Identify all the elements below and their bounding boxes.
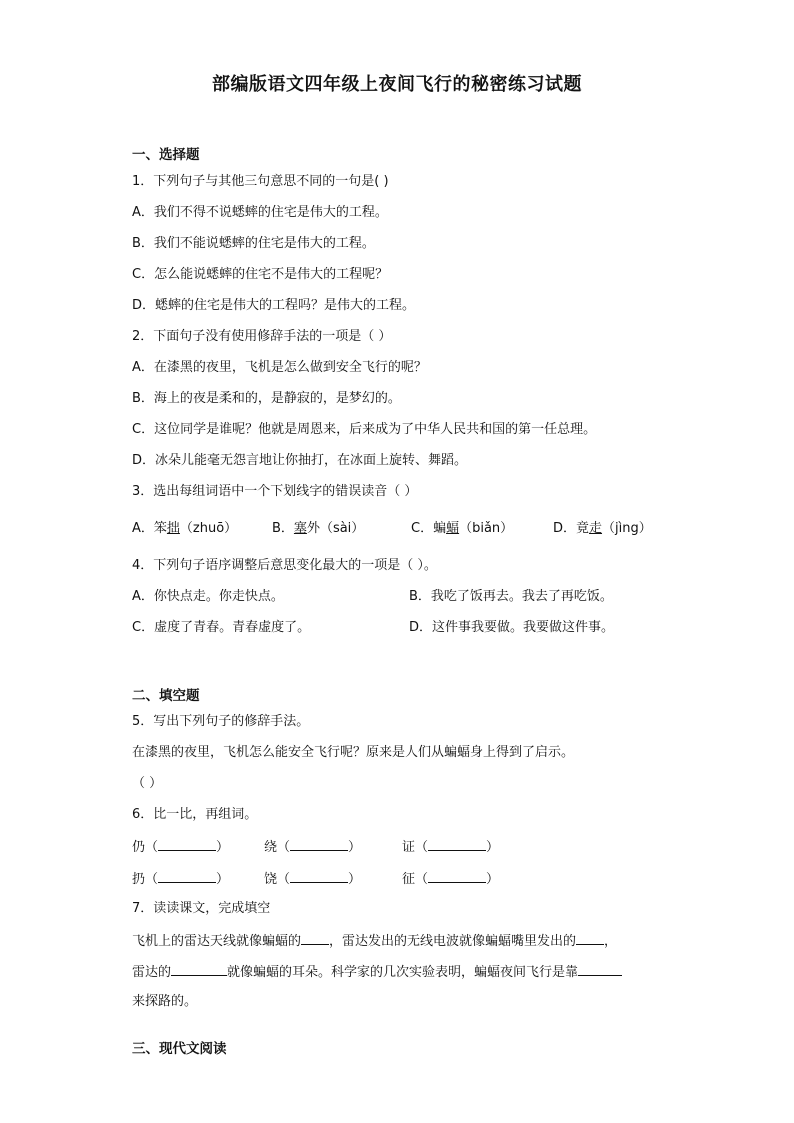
- q6-char: 证: [402, 840, 416, 855]
- question-5-sentence: 在漆黑的夜里，飞机怎么能安全飞行呢？原来是人们从蝙蝠身上得到了启示。: [132, 745, 575, 760]
- question-4-stem: 4．下列句子语序调整后意思变化最大的一项是（ ）。: [132, 558, 437, 573]
- question-2-option-c[interactable]: C．这位同学是谁呢？他就是周恩来，后来成为了中华人民共和国的第一任总理。: [132, 422, 597, 437]
- question-1-option-b[interactable]: B．我们不能说蟋蟀的住宅是伟大的工程。: [132, 236, 375, 251]
- question-2-option-d[interactable]: D．冰朵儿能毫无怨言地让你抽打，在冰面上旋转、舞蹈。: [132, 453, 468, 468]
- q6-item-1[interactable]: 仍（ ）: [132, 840, 230, 855]
- question-4-option-a[interactable]: A．你快点走。你走快点。: [132, 589, 284, 604]
- q6-item-4[interactable]: 扔（ ）: [132, 872, 230, 887]
- question-1-option-d[interactable]: D．蟋蟀的住宅是伟大的工程吗？是伟大的工程。: [132, 298, 416, 313]
- option-d-underlined: 走: [589, 521, 603, 536]
- question-3-option-a[interactable]: [132, 521, 237, 537]
- option-c-prefix: C．蝙: [411, 521, 447, 536]
- question-2-option-a[interactable]: A．在漆黑的夜里，飞机是怎么做到安全飞行的呢？: [132, 360, 427, 375]
- q6-item-2[interactable]: 绕（ ）: [264, 840, 362, 855]
- question-2-option-b[interactable]: B．海上的夜是柔和的，是静寂的，是梦幻的。: [132, 391, 401, 406]
- q6-item-5[interactable]: 饶（ ）: [264, 872, 362, 887]
- q6-char: 征: [402, 872, 416, 887]
- question-5-stem: 5．写出下列句子的修辞手法。: [132, 714, 310, 729]
- q6-blank[interactable]: [290, 870, 348, 883]
- option-c-pinyin: （biǎn）: [459, 521, 514, 536]
- question-7-stem: 7．读读课文，完成填空: [132, 901, 271, 916]
- section-heading-reading: 三、现代文阅读: [132, 1041, 227, 1057]
- option-b-prefix: B．: [272, 521, 294, 536]
- option-a-prefix: A．笨: [132, 521, 167, 536]
- q7-text: ，雷达发出的无线电波就像蝙蝠嘴里发出的: [329, 934, 577, 949]
- q6-blank[interactable]: [428, 870, 486, 883]
- question-3-stem: 3．选出每组词语中一个下划线字的错误读音（ ）: [132, 484, 418, 499]
- question-1-stem: 1．下列句子与其他三句意思不同的一句是( ): [132, 174, 389, 189]
- q6-item-6[interactable]: 征（ ）: [402, 872, 500, 887]
- section-heading-choice: 一、选择题: [132, 147, 200, 163]
- option-a-pinyin: （zhuō）: [179, 521, 238, 536]
- question-1-option-c[interactable]: C．怎么能说蟋蟀的住宅不是伟大的工程呢？: [132, 267, 389, 282]
- question-4-option-d[interactable]: D．这件事我要做。我要做这件事。: [409, 620, 615, 635]
- q7-blank[interactable]: [578, 963, 622, 976]
- q7-text: 就像蝙蝠的耳朵。科学家的几次实验表明，蝙蝠夜间飞行是靠: [227, 965, 579, 980]
- q7-text: 雷达的: [132, 965, 172, 980]
- question-1-option-a[interactable]: A．我们不得不说蟋蟀的住宅是伟大的工程。: [132, 205, 388, 220]
- q7-text: 飞机上的雷达天线就像蝙蝠的: [132, 934, 302, 949]
- option-b-rest: 外（sài）: [306, 521, 365, 536]
- option-c-underlined: 蝠: [446, 521, 460, 536]
- question-3-option-d[interactable]: [553, 521, 652, 537]
- option-d-prefix: D．竟: [553, 521, 590, 536]
- page-title: 部编版语文四年级上夜间飞行的秘密练习试题: [212, 74, 582, 95]
- q7-blank[interactable]: [171, 963, 227, 976]
- q6-char: 扔: [132, 872, 146, 887]
- q6-blank[interactable]: [158, 870, 216, 883]
- question-6-stem: 6．比一比，再组词。: [132, 807, 258, 822]
- question-5-answer-blank[interactable]: （ ）: [132, 776, 163, 791]
- q7-blank[interactable]: [576, 932, 604, 945]
- section-heading-fill: 二、填空题: [132, 688, 200, 704]
- question-7-line-1: [132, 932, 617, 950]
- question-2-stem: 2．下面句子没有使用修辞手法的一项是（ ）: [132, 329, 392, 344]
- question-4-option-c[interactable]: C．虚度了青春。青春虚度了。: [132, 620, 311, 635]
- question-7-line-2: [132, 963, 622, 981]
- q7-blank[interactable]: [301, 932, 329, 945]
- q6-char: 饶: [264, 872, 278, 887]
- option-b-underlined: 塞: [293, 521, 307, 536]
- q6-blank[interactable]: [428, 838, 486, 851]
- option-a-underlined: 拙: [166, 521, 180, 536]
- question-3-option-c[interactable]: [411, 521, 513, 537]
- q7-text: ，: [604, 934, 618, 949]
- option-d-pinyin: （jìng）: [602, 521, 652, 536]
- q6-blank[interactable]: [158, 838, 216, 851]
- question-3-option-b[interactable]: [272, 521, 364, 537]
- q6-char: 仍: [132, 840, 146, 855]
- q6-char: 绕: [264, 840, 278, 855]
- q6-blank[interactable]: [290, 838, 348, 851]
- q6-item-3[interactable]: 证（ ）: [402, 840, 500, 855]
- question-4-option-b[interactable]: B．我吃了饭再去。我去了再吃饭。: [409, 589, 613, 604]
- question-7-line-3: 来探路的。: [132, 994, 198, 1009]
